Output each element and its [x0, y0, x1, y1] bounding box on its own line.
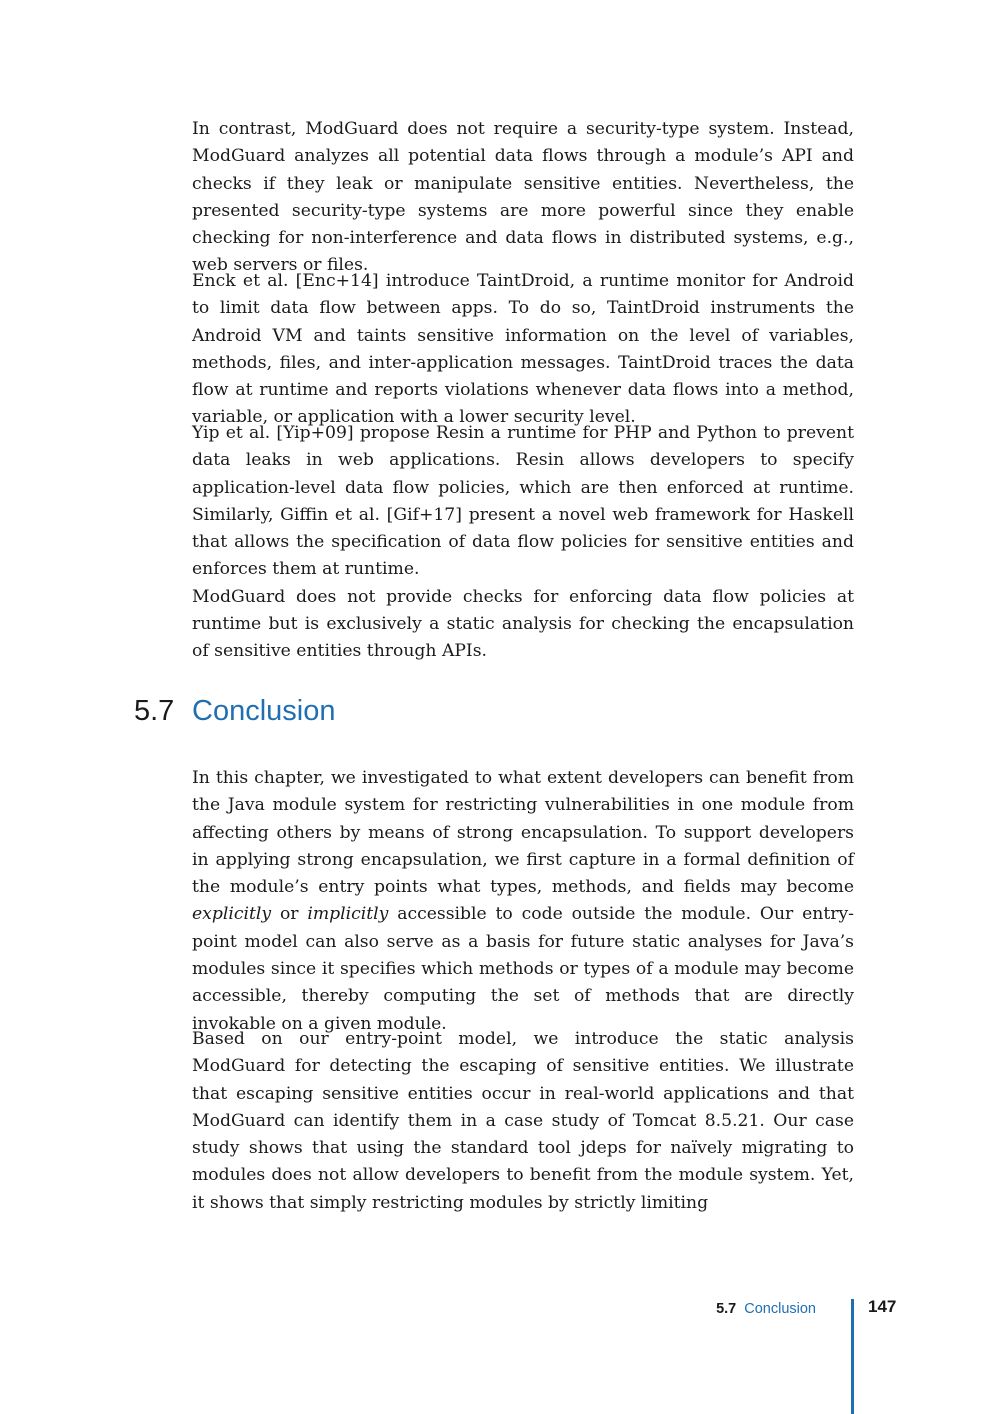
- footer-section-title: Conclusion: [744, 1301, 816, 1317]
- footer-divider: [851, 1299, 854, 1414]
- emphasis-explicitly: explicitly: [192, 904, 272, 925]
- paragraph-resin: Yip et al. [Yip+09] propose Resin a runtime for PHP and Python to prevent data leaks in web applications. Resin allows developers to specify application-level data flow policies, which are then enforced at runtime. Similarly, Giffin et al. [Gif+17] present a novel web framework for Haskell that allows the specification of data flow policies for sensitive entities and enforces them at runtime.: [192, 423, 854, 580]
- conclusion-text-2: [192, 1026, 854, 1217]
- paragraph-modguard-static: ModGuard does not provide checks for enforcing data flow policies at runtime but is exclusively a static analysis for checking the encapsulation of sensitive entities through APIs.: [192, 586, 854, 662]
- paragraph-taintdroid: Enck et al. [Enc+14] introduce TaintDroid, a runtime monitor for Android to limit data flow between apps. To do so, TaintDroid instruments the Android VM and taints sensitive information on the level of variables, methods, files, and inter-application messages. TaintDroid traces the data flow at runtime and reports violations whenever data flows into a method, variable, or application with a lower security level.: [192, 271, 854, 428]
- related-work-text-3: [192, 420, 854, 666]
- section-heading: [134, 693, 335, 729]
- paragraph-modguard-analysis: Based on our entry-point model, we introduce the static analysis ModGuard for detecting the escaping of sensitive entities. We illustrate that escaping sensitive entities occur in real-world applications and that ModGuard can identify them in a case study of Tomcat 8.5.21. Our case study shows that using the standard tool jdeps for naïvely migrating to modules does not allow developers to benefit from the module system. Yet, it shows that simply restricting modules by strictly limiting: [192, 1029, 854, 1213]
- paragraph-modguard-contrast: In contrast, ModGuard does not require a security-type system. Instead, ModGuard analyzes all potential data flows through a module’s API and checks if they leak or manipulate sensitive entities. Nevertheless, the presented security-type systems are more powerful since they enable checking for non-interference and data flows in distributed systems, e.g., web servers or files.: [192, 119, 854, 276]
- paragraph-chapter-summary: [192, 765, 854, 1038]
- running-footer: [716, 1301, 816, 1317]
- paragraph-text: or: [271, 904, 308, 925]
- related-work-text-2: [192, 268, 854, 432]
- section-number: 5.7: [134, 695, 175, 727]
- section-title: Conclusion: [192, 695, 336, 727]
- page-number: 147: [868, 1297, 897, 1316]
- related-work-text-1: [192, 116, 854, 280]
- page-footer: [0, 1299, 1000, 1414]
- paragraph-text: accessible to code outside the module. Our entry-point model can also serve as a basis for future static analyses for Java’s modules since it specifies which methods or types of a module may become accessible, thereby computing the set of methods that are directly invokable on a given module.: [192, 904, 854, 1034]
- paragraph-text: In this chapter, we investigated to what extent developers can benefit from the Java module system for restricting vulnerabilities in one module from affecting others by means of strong encapsulation. To support developers in applying strong encapsulation, we first capture in a formal definition of the module’s entry points what types, methods, and fields may become: [192, 768, 854, 898]
- emphasis-implicitly: implicitly: [307, 904, 389, 925]
- footer-section-number: 5.7: [716, 1301, 737, 1317]
- conclusion-text-1: [192, 765, 854, 1038]
